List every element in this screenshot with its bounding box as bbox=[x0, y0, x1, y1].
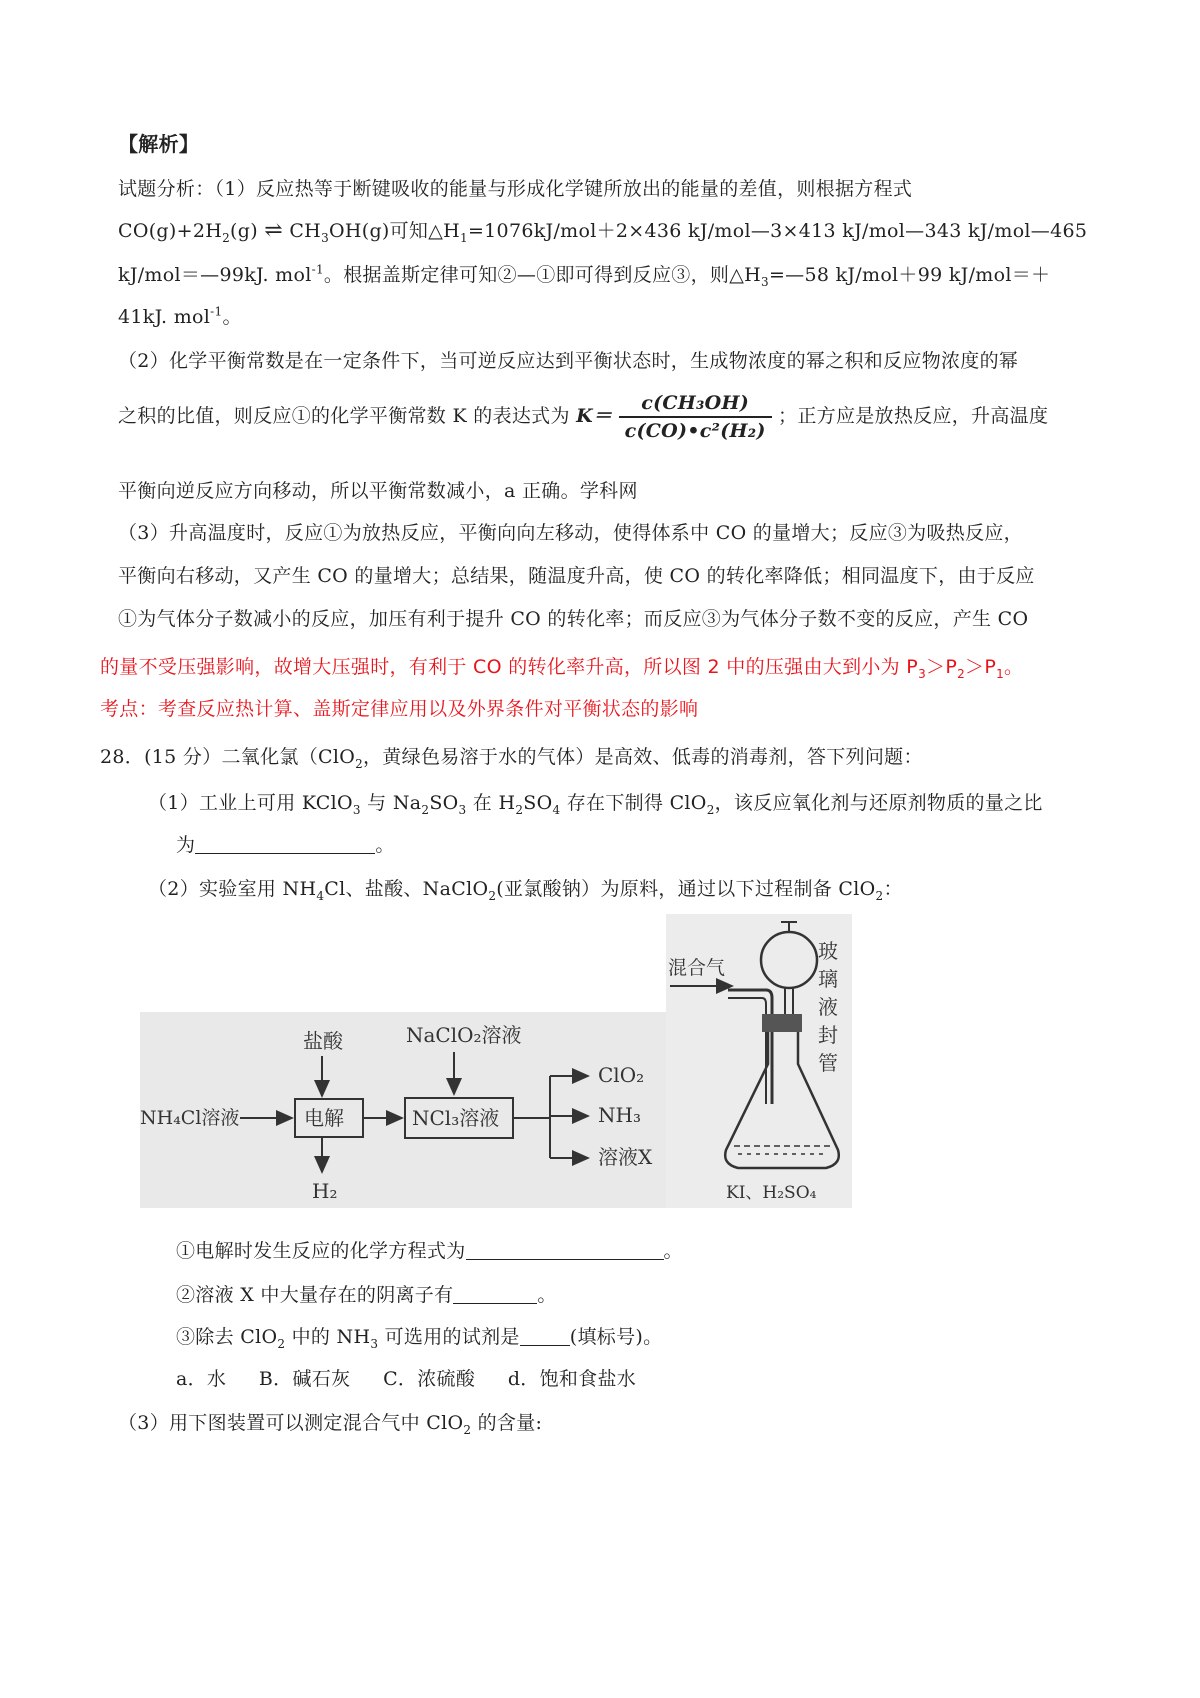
apparatus-diagram bbox=[666, 914, 852, 1208]
equilibrium-arrow-icon: ⇌ bbox=[264, 218, 283, 243]
answer-blank-ratio[interactable] bbox=[195, 835, 375, 854]
fraction-denominator: c(CO)•c²(H₂) bbox=[624, 420, 766, 442]
analysis-para3-line3: ①为气体分子数减小的反应，加压有利于提升 CO 的转化率；而反应③为气体分子数不变的反应，产生 CO bbox=[118, 608, 1029, 630]
option-c[interactable]: C．浓硫酸 bbox=[383, 1368, 476, 1390]
analysis-para2-line2: 之积的比值，则反应①的化学平衡常数 K 的表达式为 K＝ $\frac{\text{c(CH₃OH)}}{\text{c(CO)•c²(H₂)}}$ ；正方应是放热反应，升高温度 bbox=[118, 392, 1049, 442]
flow-label-nh4cl: NH₄Cl溶液 bbox=[140, 1107, 240, 1129]
flow-label-naclo2: NaClO₂溶液 bbox=[406, 1023, 522, 1047]
flow-label-nh3: NH₃ bbox=[598, 1103, 641, 1127]
analysis-para2-line3: 平衡向逆反应方向移动，所以平衡常数减小，a 正确。学科网 bbox=[118, 480, 638, 502]
answer-blank-reagent[interactable] bbox=[520, 1327, 570, 1346]
flow-label-ncl3: NCl₃溶液 bbox=[412, 1106, 500, 1130]
analysis-para3-line1: （3）升高温度时，反应①为放热反应，平衡向向左移动，使得体系中 CO 的量增大；反应③为吸热反应， bbox=[118, 522, 1023, 544]
apparatus-label-reagent: KI、H₂SO₄ bbox=[726, 1183, 817, 1203]
question-28-part3: （3）用下图装置可以测定混合气中 ClO$_2$ 的含量: bbox=[118, 1412, 543, 1437]
question-28-sub3: ③除去 ClO$_2$ 中的 $NH_3$ 可选用的试剂是 (填标号)。 bbox=[176, 1326, 663, 1351]
answer-blank-anions[interactable] bbox=[453, 1285, 537, 1304]
question-28-stem: 28．(15 分）二氧化氯（ClO$_2$，黄绿色易溶于水的气体）是高效、低毒的消毒剂，答下列问题： bbox=[100, 746, 923, 771]
question-28-sub1: ①电解时发生反应的化学方程式为 。 bbox=[176, 1240, 683, 1262]
analysis-para1-line3: kJ/mol＝—99kJ. mol$^{-1}$。根据盖斯定律可知②—①即可得到反应③，则$\triangle H_3=—58$ kJ/mol＋99 kJ/mol＝＋ bbox=[118, 262, 1051, 289]
kaodian-line: 考点：考查反应热计算、盖斯定律应用以及外界条件对平衡状态的影响 bbox=[100, 698, 699, 720]
glass-seal-char-4: 封 bbox=[818, 1023, 838, 1047]
analysis-para2-line1: （2）化学平衡常数是在一定条件下，当可逆反应达到平衡状态时，生成物浓度的幂之积和反应物浓度的幂 bbox=[118, 350, 1019, 372]
flow-label-h2: H₂ bbox=[312, 1179, 338, 1203]
glass-seal-char-5: 管 bbox=[818, 1051, 838, 1075]
analysis-para1-line4: 41kJ. mol$^{-1}$。 bbox=[118, 304, 242, 328]
stopper bbox=[762, 1014, 802, 1032]
analysis-heading: 【解析】 bbox=[118, 132, 200, 156]
glass-bulb bbox=[761, 932, 817, 988]
flow-label-hcl: 盐酸 bbox=[303, 1029, 343, 1053]
apparatus-label-mixgas: 混合气 bbox=[668, 957, 726, 979]
equilibrium-constant-fraction bbox=[619, 392, 772, 442]
analysis-para1-line2: $CO(g)+2H_2(g)$ ⇌ $CH_3OH(g)$可知$\triangle H_1=1076kJ/mol+2\times 436$ kJ/mol—3×413 kJ/mol—343 kJ/mol—465 bbox=[118, 218, 1088, 245]
question-28-part1-answer: 为 。 bbox=[176, 834, 395, 856]
flow-label-clo2: ClO₂ bbox=[598, 1063, 645, 1087]
option-a[interactable]: a．水 bbox=[176, 1368, 227, 1390]
analysis-para3-line4: 的量不受压强影响，故增大压强时，有利于 CO 的转化率升高，所以图 2 中的压强由大到小为 $P_3>P_2>P_1$。 bbox=[100, 656, 1024, 681]
flow-label-solution-x: 溶液X bbox=[598, 1145, 653, 1169]
equation-text: CO(g)+2H bbox=[118, 220, 223, 242]
analysis-para3-line2: 平衡向右移动，又产生 CO 的量增大；总结果，随温度升高，使 CO 的转化率降低；相同温度下，由于反应 bbox=[118, 565, 1035, 587]
glass-seal-char-2: 璃 bbox=[818, 967, 838, 991]
option-b[interactable]: B．碱石灰 bbox=[258, 1368, 351, 1390]
option-d[interactable]: d．饱和食盐水 bbox=[507, 1368, 637, 1390]
analysis-para1-line1: 试题分析：（1）反应热等于断键吸收的能量与形成化学键所放出的能量的差值，则根据方程式 bbox=[118, 178, 913, 200]
fraction-numerator: c(CH₃OH) bbox=[619, 392, 772, 418]
question-28-sub2: ②溶液 X 中大量存在的阴离子有 。 bbox=[176, 1284, 557, 1306]
glass-seal-char-3: 液 bbox=[818, 995, 838, 1019]
flow-label-electrolysis: 电解 bbox=[304, 1106, 344, 1130]
question-28-part2: （2）实验室用 $NH_4Cl$、盐酸、NaClO$_2$(亚氯酸钠）为原料，通过以下过程制备 ClO$_2$： bbox=[148, 878, 903, 903]
k-expression-label: K＝ bbox=[576, 405, 613, 427]
options-row bbox=[176, 1364, 636, 1391]
answer-blank-equation[interactable] bbox=[466, 1241, 664, 1260]
glass-seal-char-1: 玻 bbox=[818, 939, 838, 963]
question-28-part1: （1）工业上可用 KClO$_3$ 与 $Na_2SO_3$ 在 $H_2SO_4$ 存在下制得 ClO$_2$，该反应氧化剂与还原剂物质的量之比 bbox=[148, 792, 1043, 817]
